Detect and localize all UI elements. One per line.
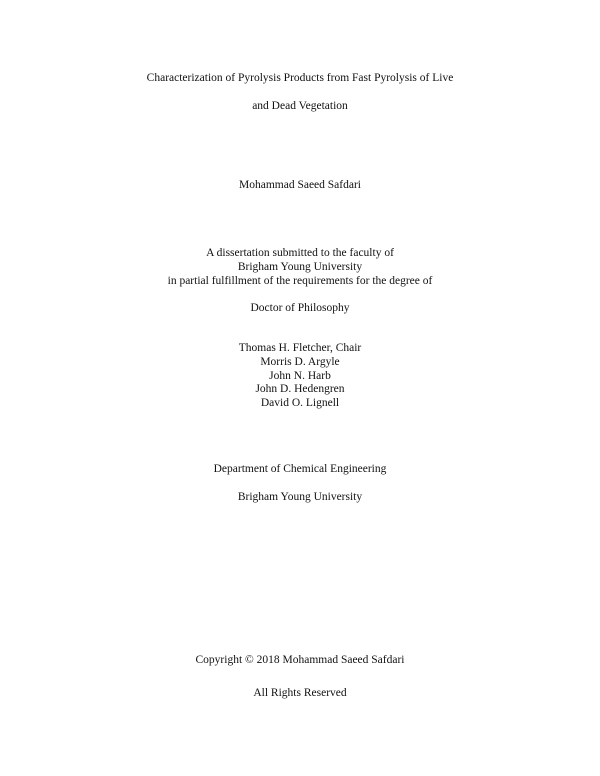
- department-name: Department of Chemical Engineering: [213, 463, 387, 475]
- submission-statement-line-3: in partial fulfillment of the requirements for the degree of: [167, 275, 433, 287]
- copyright-notice: Copyright © 2018 Mohammad Saeed Safdari: [195, 654, 405, 666]
- submission-statement-line-1: A dissertation submitted to the faculty of: [206, 247, 394, 259]
- university-name: Brigham Young University: [237, 491, 363, 503]
- submission-statement-line-2: Brigham Young University: [237, 261, 363, 273]
- dissertation-title-line-1: Characterization of Pyrolysis Products from Fast Pyrolysis of Live: [146, 72, 454, 84]
- committee-member: Morris D. Argyle: [260, 356, 340, 368]
- dissertation-title-line-2: and Dead Vegetation: [252, 100, 348, 112]
- author-name: Mohammad Saeed Safdari: [239, 179, 361, 191]
- committee-member: David O. Lignell: [260, 397, 340, 409]
- degree-name: Doctor of Philosophy: [250, 302, 350, 314]
- rights-statement: All Rights Reserved: [253, 687, 347, 699]
- committee-member: John N. Harb: [269, 370, 331, 382]
- committee-member: Thomas H. Fletcher, Chair: [238, 342, 362, 354]
- committee-member: John D. Hedengren: [255, 383, 345, 395]
